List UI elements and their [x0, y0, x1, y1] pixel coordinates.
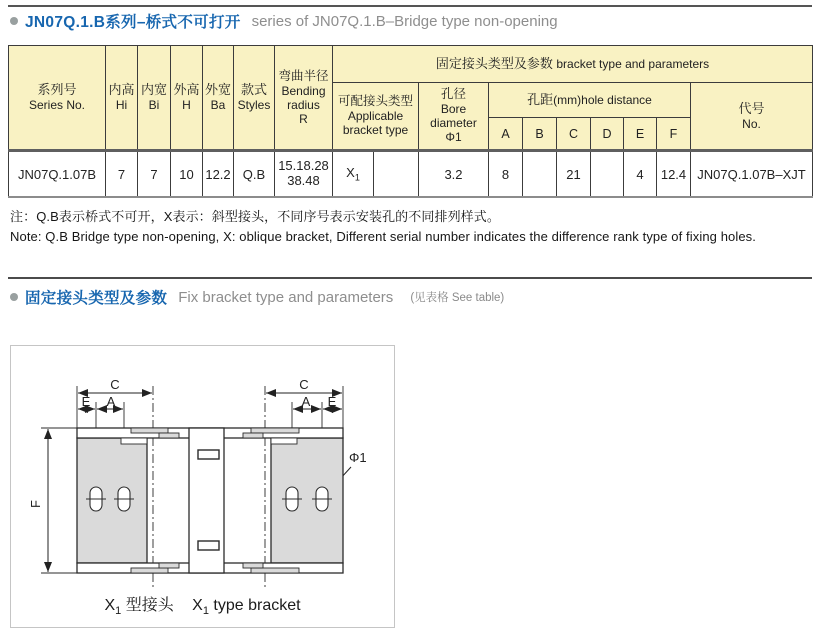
dim-label-c-left: C [110, 377, 120, 392]
header-series-zh: 系列号 [37, 82, 77, 98]
cell-e: 4 [624, 151, 657, 198]
cell-code: JN07Q.1.07B–XJT [691, 151, 813, 198]
header-bending-en1: Bending [281, 83, 326, 98]
bullet-icon [10, 17, 18, 25]
cell-c: 21 [557, 151, 591, 198]
header-inner-height-en: Hi [115, 98, 128, 113]
header-inner-width-en: Bi [148, 98, 160, 113]
top-rule [8, 5, 812, 7]
header-hole-distance-en: (mm)hole distance [553, 92, 652, 107]
caption-x1-zh-sub: 1 [115, 605, 122, 618]
dim-label-e-left: E [81, 394, 91, 409]
caption-x1-en: X [192, 597, 203, 614]
diagram-panel [10, 345, 395, 628]
header-cell-outer-width [203, 46, 234, 151]
header-bracket-group-zh: 固定接头类型及参数 [435, 55, 553, 71]
header-cell-bending-radius [275, 46, 333, 151]
header-bore-en: Bore diameter [430, 102, 477, 131]
cell-outer-height: 10 [171, 151, 203, 198]
header-cell-col-e: E [624, 118, 657, 151]
header-inner-height-zh: 内高 [108, 82, 135, 98]
cell-bore: 3.2 [419, 151, 489, 198]
diagram-caption [11, 592, 394, 617]
header-outer-height-en: H [182, 98, 191, 113]
header-cell-col-a: A [489, 118, 523, 151]
cell-series: JN07Q.1.07B [9, 151, 106, 198]
header-inner-width-zh: 内宽 [140, 82, 167, 98]
cell-bracket-type-extra [374, 151, 419, 198]
header-cell-inner-height [106, 46, 138, 151]
header-cell-bore [419, 83, 489, 151]
page-title [10, 10, 558, 32]
cell-inner-width: 7 [138, 151, 171, 198]
dim-label-c-right: C [299, 377, 309, 392]
note-en: Note: Q.B Bridge type non-opening, X: oblique bracket, Different serial number indicates the difference rank type of fixing holes. [10, 229, 756, 244]
section-divider [8, 277, 812, 279]
dim-label-e-right: E [327, 394, 337, 409]
dim-label-a-right: A [301, 394, 311, 409]
header-styles-en: Styles [237, 98, 271, 113]
header-bending-en3: R [299, 111, 308, 126]
header-cell-hole-distance [489, 83, 691, 118]
cell-d [591, 151, 624, 198]
header-cell-styles [234, 46, 275, 151]
header-cell-inner-width [138, 46, 171, 151]
section2-title-aside: (见表格 See table) [410, 292, 505, 304]
header-bore-zh: 孔径 [440, 87, 466, 102]
dim-label-f: F [28, 500, 43, 508]
cell-bracket-type-x: X [346, 165, 355, 181]
header-row-1 [9, 46, 813, 83]
cell-styles: Q.B [234, 151, 275, 198]
header-series-en: Series No. [28, 98, 86, 113]
cell-bending-line2: 38.48 [287, 173, 320, 188]
header-cell-bracket-group [333, 46, 813, 83]
spec-table [8, 45, 813, 198]
header-cell-col-d: D [591, 118, 624, 151]
cell-bending-radius [275, 151, 333, 198]
dim-label-phi1: Φ1 [349, 450, 367, 465]
page-title-en: series of JN07Q.1.B–Bridge type non-opening [251, 12, 558, 30]
cell-inner-height: 7 [106, 151, 138, 198]
header-bore-phi: Φ1 [445, 130, 462, 145]
dim-label-a-left: A [106, 394, 116, 409]
caption-zh: 型接头 [125, 597, 174, 614]
header-styles-zh: 款式 [240, 82, 267, 98]
header-applicable-en1: Applicable [347, 109, 404, 124]
cell-f: 12.4 [657, 151, 691, 198]
header-outer-height-zh: 外高 [173, 82, 200, 98]
header-applicable-en2: bracket type [342, 123, 409, 138]
header-bending-en2: radius [287, 97, 320, 112]
cell-bracket-type [333, 151, 374, 198]
note-zh: 注：Q.B表示桥式不可开，X表示：斜型接头，不同序号表示安装孔的不同排列样式。 [10, 209, 500, 224]
section2-title [10, 286, 504, 308]
header-cell-applicable [333, 83, 419, 151]
header-outer-width-en: Ba [210, 98, 226, 113]
header-bracket-group-en: bracket type and parameters [556, 56, 710, 71]
header-outer-width-zh: 外宽 [204, 82, 231, 98]
header-code-en: No. [742, 116, 761, 131]
caption-en: type bracket [213, 597, 301, 614]
cell-bending-line1: 15.18.28 [278, 158, 329, 174]
cell-bracket-type-sub: 1 [354, 172, 360, 183]
header-code-zh: 代号 [738, 100, 765, 116]
cell-outer-width: 12.2 [203, 151, 234, 198]
cell-b [523, 151, 557, 198]
header-cell-code [691, 83, 813, 151]
header-cell-col-f: F [657, 118, 691, 151]
header-cell-outer-height [171, 46, 203, 151]
header-bending-zh: 弯曲半径 [278, 68, 329, 83]
data-row [9, 151, 813, 198]
bullet-icon [10, 293, 18, 301]
caption-x1-zh: X [104, 597, 116, 614]
page-title-zh: JN07Q.1.B系列–桥式不可打开 [25, 14, 241, 31]
header-applicable-zh: 可配接头类型 [337, 94, 413, 109]
bracket-diagram-svg [11, 346, 394, 627]
cell-a: 8 [489, 151, 523, 198]
header-cell-col-c: C [557, 118, 591, 151]
section2-title-zh: 固定接头类型及参数 [25, 290, 168, 307]
caption-x1-en-sub: 1 [202, 605, 209, 618]
section2-title-en: Fix bracket type and parameters [178, 288, 394, 306]
header-cell-series [9, 46, 106, 151]
header-hole-distance-zh: 孔距 [527, 91, 554, 107]
header-cell-col-b: B [523, 118, 557, 151]
